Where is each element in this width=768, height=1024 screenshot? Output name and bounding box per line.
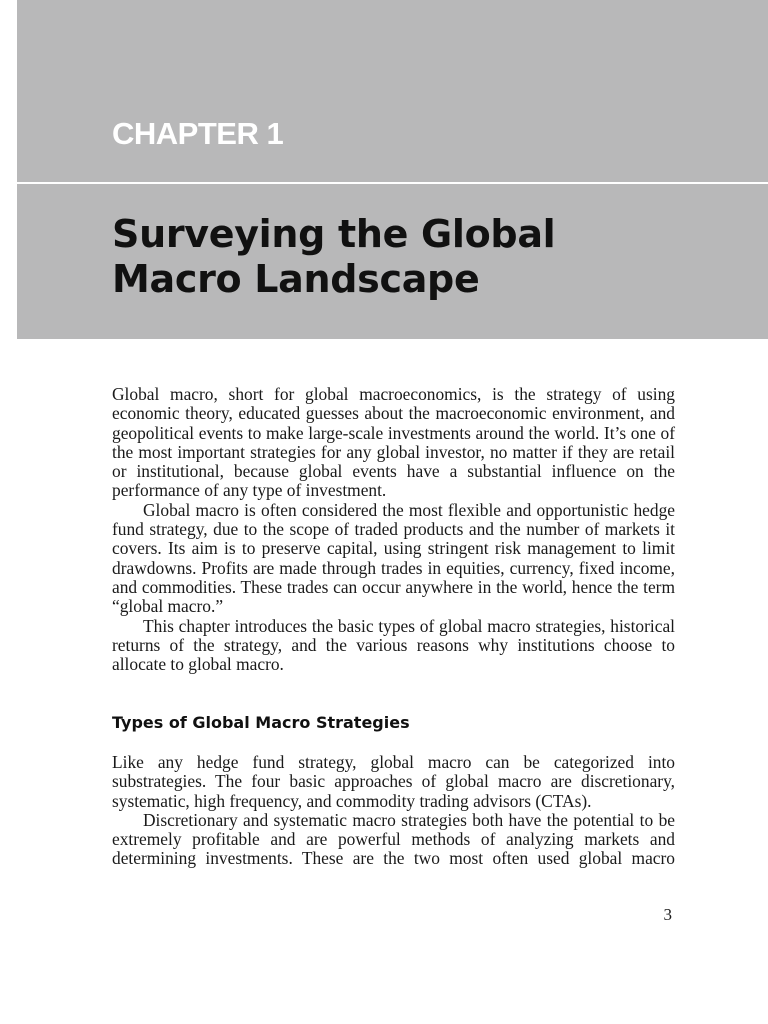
section-heading: Types of Global Macro Strategies bbox=[112, 713, 410, 732]
chapter-title bbox=[112, 212, 712, 302]
paragraph: Like any hedge fund strategy, global macro can be categorized into substrategies. The four basic approaches of global macro are discretionary, systematic, high frequency, and commodity trading advisors (CTAs). bbox=[112, 752, 675, 811]
paragraph-continued: Discretionary and systematic macro strategies both have the potential to be extremely profitable and are powerful methods of analyzing markets and determining investments. These are the two most often used global macro bbox=[112, 809, 675, 869]
banner-divider bbox=[17, 182, 768, 184]
section-text bbox=[112, 753, 675, 869]
intro-text bbox=[112, 385, 675, 674]
chapter-title-line-2: Macro Landscape bbox=[112, 257, 480, 301]
page-number: 3 bbox=[663, 905, 672, 924]
paragraph: Global macro is often considered the most flexible and opportunistic hedge fund strategy, due to the scope of traded products and the number of markets it covers. Its aim is to preserve capital, using stringent risk management to limit drawdowns. Profits are made through trades in equities, currency, fixed income, and commodities. These trades can occur anywhere in the world, hence the term “global macro.” bbox=[112, 499, 675, 617]
chapter-title-line-1: Surveying the Global bbox=[112, 212, 556, 256]
paragraph: This chapter introduces the basic types of global macro strategies, historical returns of the strategy, and the various reasons why institutions choose to allocate to global macro. bbox=[112, 615, 675, 675]
chapter-label: CHAPTER 1 bbox=[112, 116, 284, 151]
paragraph: Global macro, short for global macroeconomics, is the strategy of using economic theory, educated guesses about the macroeconomic environment, and geopolitical events to make large-scale investments around the world. It’s one of the most important strategies for any global investor, no matter if they are retail or institutional, because global events have a substantial influence on the performance of any type of investment. bbox=[112, 384, 675, 501]
